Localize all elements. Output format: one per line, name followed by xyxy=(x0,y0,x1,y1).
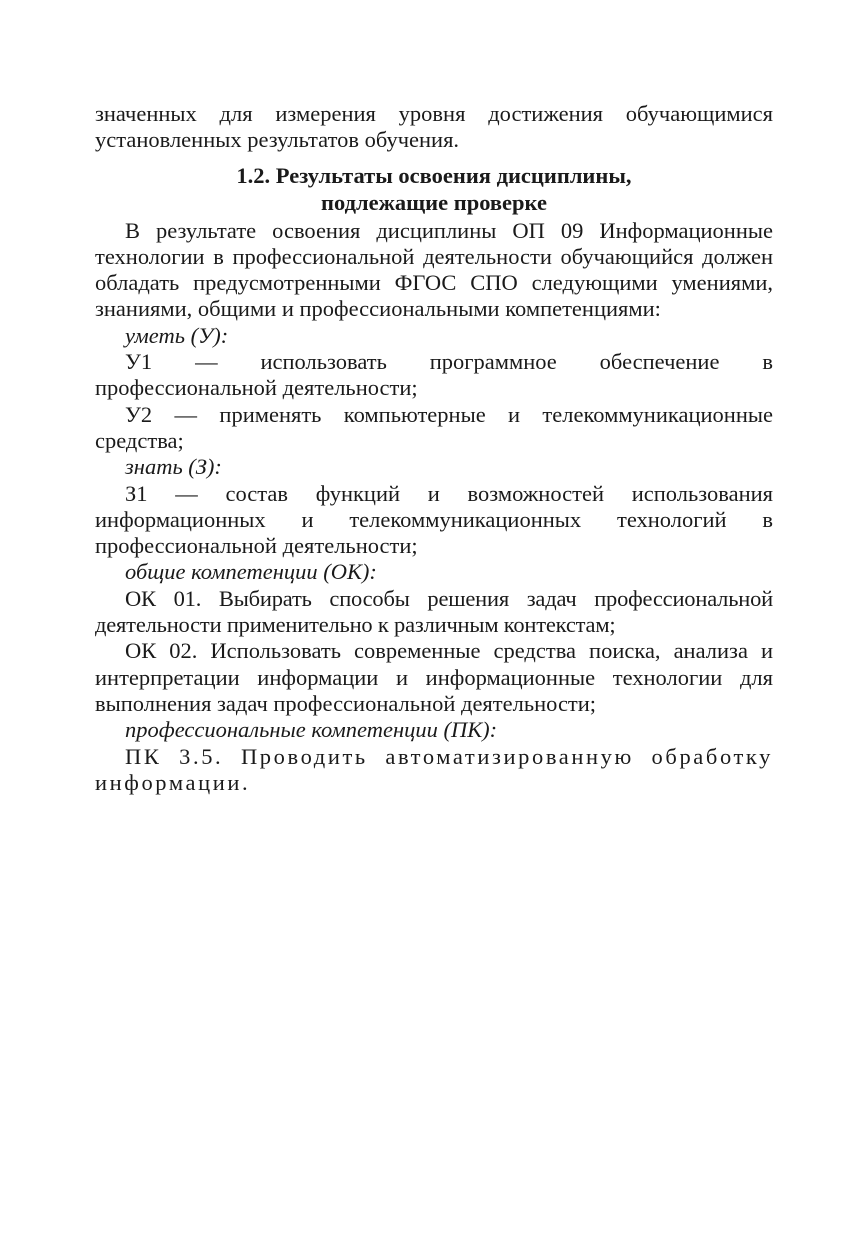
competency-pk-3-5: ПК 3.5. Проводить автоматизированную обработку информации. xyxy=(95,743,773,795)
section-title-line-2: подлежащие проверке xyxy=(321,189,547,215)
lead-paragraph: В результате освоения дисциплины ОП 09 Информационные технологии в профессиональной деятельности обучающийся должен обладать предусмотренными ФГОС СПО следующими умениями, знаниями, общими и профессиональными компетенциями: xyxy=(95,217,773,322)
section-title xyxy=(95,162,773,216)
professional-competencies-heading: профессиональные компетенции (ПК): xyxy=(125,717,498,743)
competency-ok-02: ОК 02. Использовать современные средства поиска, анализа и интерпретации информации и информационные технологии для выполнения задач профессиональной деятельности; xyxy=(95,638,773,716)
knowledge-1: З1 — состав функций и возможностей использования информационных и телекоммуникационных технологий в профессиональной деятельности; xyxy=(95,480,773,559)
section-title-line-1: 1.2. Результаты освоения дисциплины, xyxy=(236,162,632,188)
skill-2: У2 — применять компьютерные и телекоммуникационные средства; xyxy=(95,401,773,453)
knowledge-heading: знать (З): xyxy=(125,454,222,480)
skills-heading: уметь (У): xyxy=(125,322,229,348)
competency-ok-01: ОК 01. Выбирать способы решения задач профессиональной деятельности применительно к различным контекстам; xyxy=(95,585,773,638)
document-page xyxy=(95,101,773,796)
general-competencies-heading: общие компетенции (ОК): xyxy=(125,559,377,585)
intro-paragraph: значенных для измерения уровня достижения обучающимися установленных результатов обучения. xyxy=(95,101,773,153)
skill-1: У1 — использовать программное обеспечение в профессиональной деятельности; xyxy=(95,349,773,401)
